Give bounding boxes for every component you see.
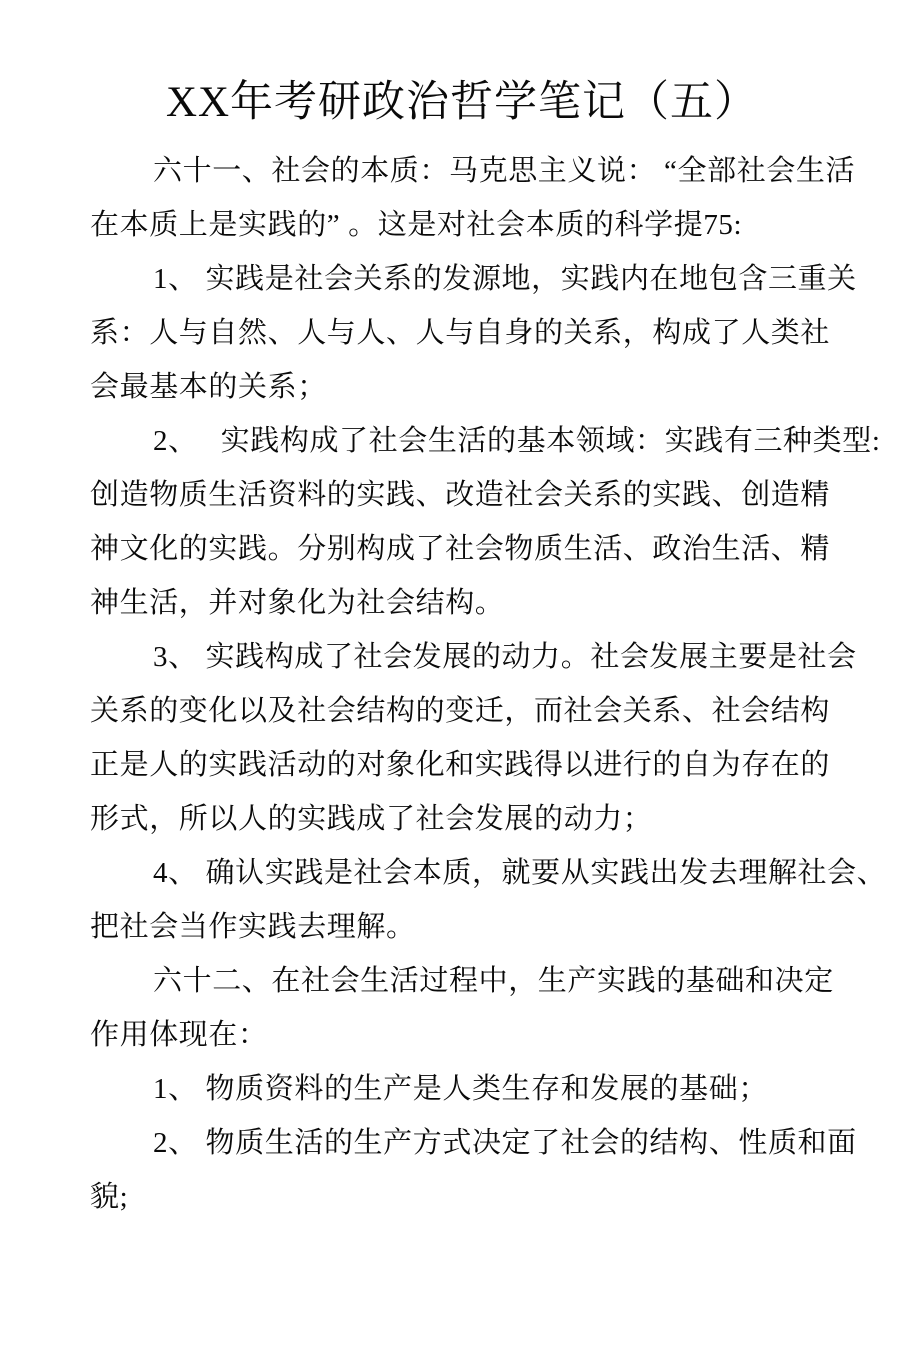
text-line: 会最基本的关系； [90, 371, 327, 403]
text-line: 创造物质生活资料的实践、改造社会关系的实践、创造精 [90, 479, 831, 511]
page-title: XX年考研政治哲学笔记（五） [165, 79, 759, 126]
text-line: 作用体现在： [90, 1019, 268, 1051]
text-line: 在本质上是实践的” 。这是对社会本质的科学提75: [90, 209, 743, 241]
text-line: 2、 实践构成了社会生活的基本领域：实践有三种类型: [153, 425, 881, 457]
paragraph [90, 414, 881, 630]
paragraph [90, 252, 857, 414]
text-line: 六十二、在社会生活过程中，生产实践的基础和决定 [153, 965, 834, 997]
text-line: 六十一、社会的本质：马克思主义说： “全部社会生活 [153, 155, 856, 187]
text-line: 4、 确认实践是社会本质，就要从实践出发去理解社会、 [153, 857, 887, 889]
text-line: 3、 实践构成了社会发展的动力。社会发展主要是社会 [153, 641, 857, 673]
text-line: 正是人的实践活动的对象化和实践得以进行的自为存在的 [90, 749, 831, 781]
paragraph [90, 846, 887, 954]
paragraph [90, 1116, 857, 1224]
text-line: 1、 物质资料的生产是人类生存和发展的基础； [153, 1073, 768, 1105]
document-body [90, 144, 887, 1224]
paragraph [90, 144, 856, 252]
text-line: 神文化的实践。分别构成了社会物质生活、政治生活、精 [90, 533, 831, 565]
text-line: 1、 实践是社会关系的发源地，实践内在地包含三重关 [153, 263, 857, 295]
text-line: 系：人与自然、人与人、人与自身的关系，构成了人类社 [90, 317, 831, 349]
text-line: 关系的变化以及社会结构的变迁，而社会关系、社会结构 [90, 695, 831, 727]
text-line: 貌; [90, 1181, 129, 1213]
paragraph [90, 1062, 834, 1116]
text-line: 2、 物质生活的生产方式决定了社会的结构、性质和面 [153, 1127, 857, 1159]
text-line: 把社会当作实践去理解。 [90, 911, 416, 943]
paragraph [90, 630, 857, 846]
text-line: 形式，所以人的实践成了社会发展的动力； [90, 803, 653, 835]
paragraph [90, 954, 834, 1062]
text-line: 神生活，并对象化为社会结构。 [90, 587, 505, 619]
